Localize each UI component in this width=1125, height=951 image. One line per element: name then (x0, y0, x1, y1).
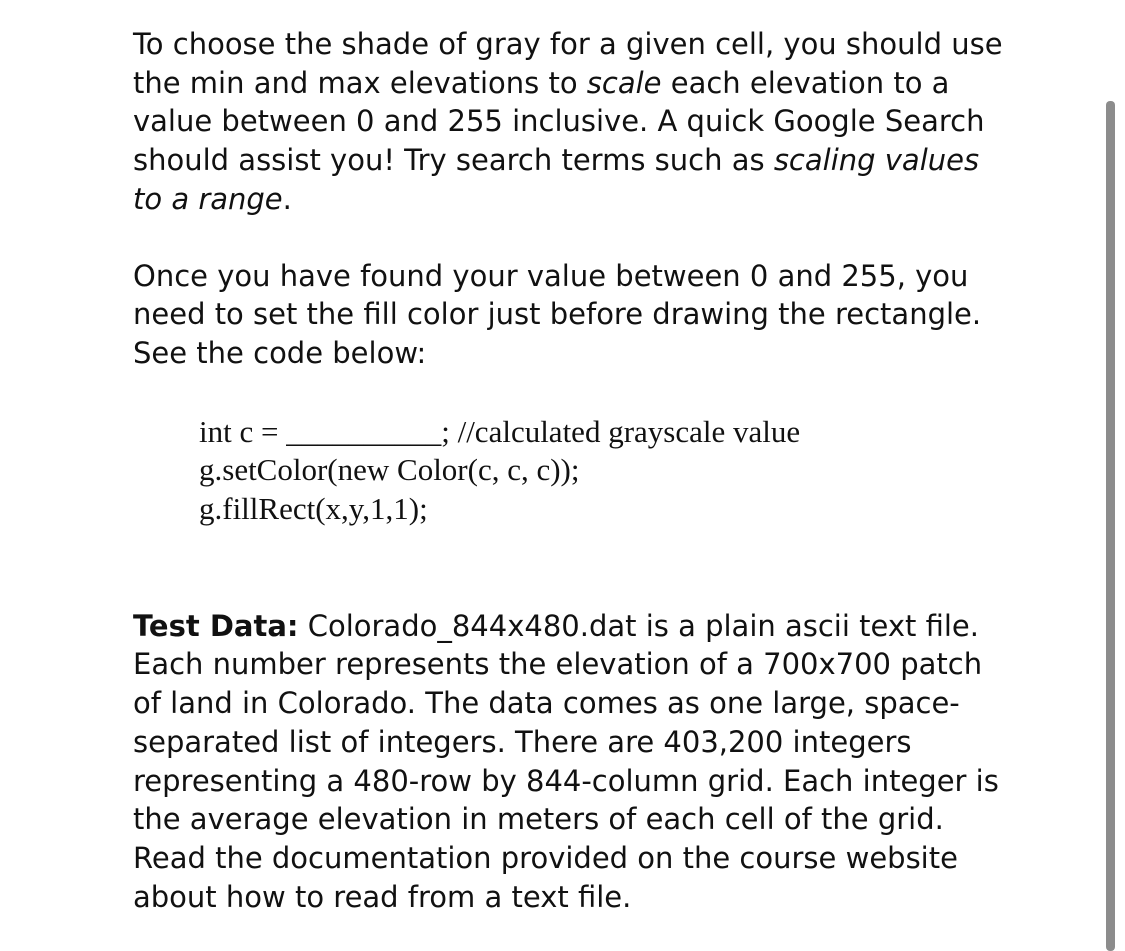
search-terms-emphasis: scaling values to a range (133, 143, 980, 216)
vertical-scrollbar[interactable] (1106, 101, 1115, 951)
code-line-3: g.fillRect(x,y,1,1); (199, 491, 428, 527)
scaling-paragraph (133, 25, 1003, 219)
scaling-text-2: each elevation to a value between 0 and 255 inclusive. A quick Google Search should assist you! Try search terms such as (133, 65, 985, 178)
test-data-paragraph (133, 607, 1003, 917)
scaling-text-3: . (282, 181, 292, 216)
fill-color-paragraph: Once you have found your value between 0 and 255, you need to set the fill color just before drawing the rectangle. See the code below: (133, 258, 982, 370)
scale-emphasis: scale (586, 65, 662, 100)
code-line-2: g.setColor(new Color(c, c, c)); (199, 452, 580, 488)
test-data-text: Colorado_844x480.dat is a plain ascii text file. Each number represents the elevation of a 700x700 patch of land in Colorado. The data comes as one large, space-separated list of integers. There are 403,200 integers representing a 480-row by 844-column grid. Each integer is the average elevation in meters of each cell of the grid. Read the documentation provided on the course website about how to read from a text file. (133, 608, 999, 914)
test-data-label: Test Data: (133, 608, 299, 643)
document-body (133, 25, 1003, 916)
code-line-1: int c = __________; //calculated grayscale value (199, 413, 801, 449)
scaling-text-1: To choose the shade of gray for a given cell, you should use the min and max elevations to (133, 27, 1003, 100)
code-block (199, 413, 1003, 529)
